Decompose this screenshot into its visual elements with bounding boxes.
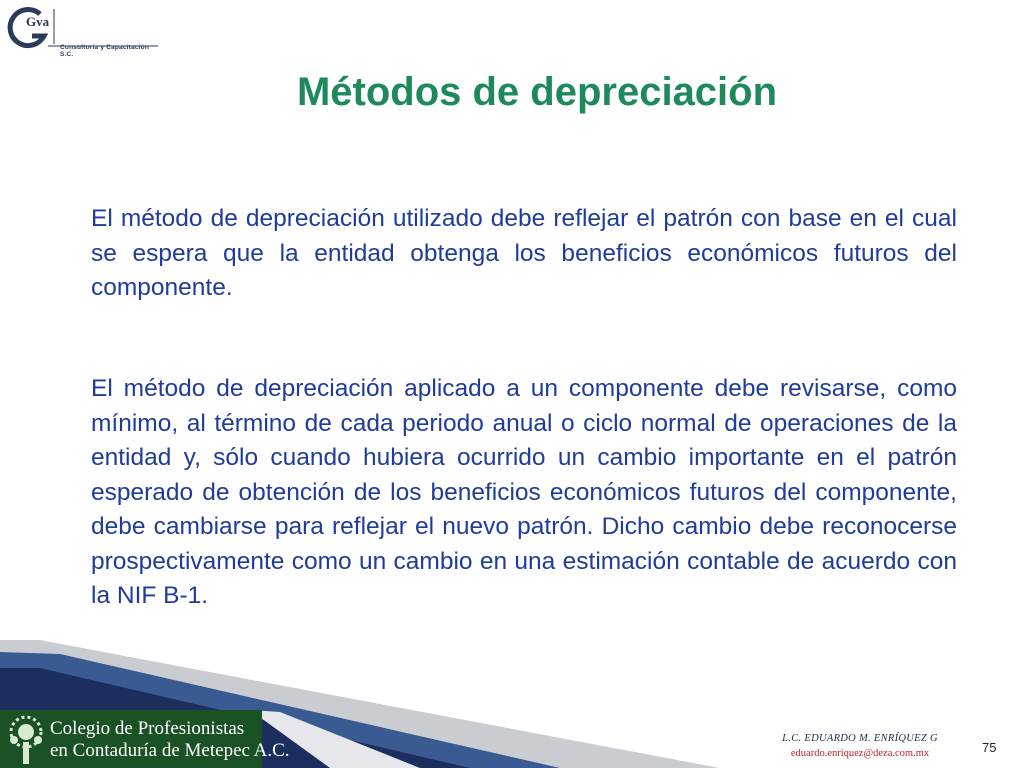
paragraph-2: El método de depreciación aplicado a un componente debe revisarse, como mínimo, al término de cada periodo anual o ciclo normal de operaciones de la entidad y, sólo cuando hubiera ocurrido un cambio importante en el patrón esperado de obtención de los beneficios económicos futuros del componente, debe cambiarse para reflejar el nuevo patrón. Dicho cambio debe reconocerse prospectivamente como un cambio en una estimación contable de acuerdo con la NIF B-1. <box>91 375 957 609</box>
page-number: 75 <box>982 740 997 755</box>
school-name-line2: en Contaduría de Metepec A.C. <box>50 740 290 761</box>
company-logo <box>4 4 164 56</box>
school-name-line1: Colegio de Profesionistas <box>50 718 245 739</box>
logo-initials: Gva <box>26 14 50 29</box>
slide-title: Métodos de depreciación <box>296 70 778 114</box>
tree-icon <box>2 712 50 766</box>
school-logo <box>0 710 290 768</box>
paragraph-1: El método de depreciación utilizado debe reflejar el patrón con base en el cual se espera que la entidad obtenga los beneficios económicos futuros del componente. <box>91 205 957 301</box>
logo-tagline: Consultoría y Capacitación S.C. <box>60 44 149 58</box>
author-email: eduardo.enriquez@deza.com.mx <box>790 748 930 759</box>
author-name: L.C. EDUARDO M. ENRÍQUEZ G <box>782 733 938 744</box>
